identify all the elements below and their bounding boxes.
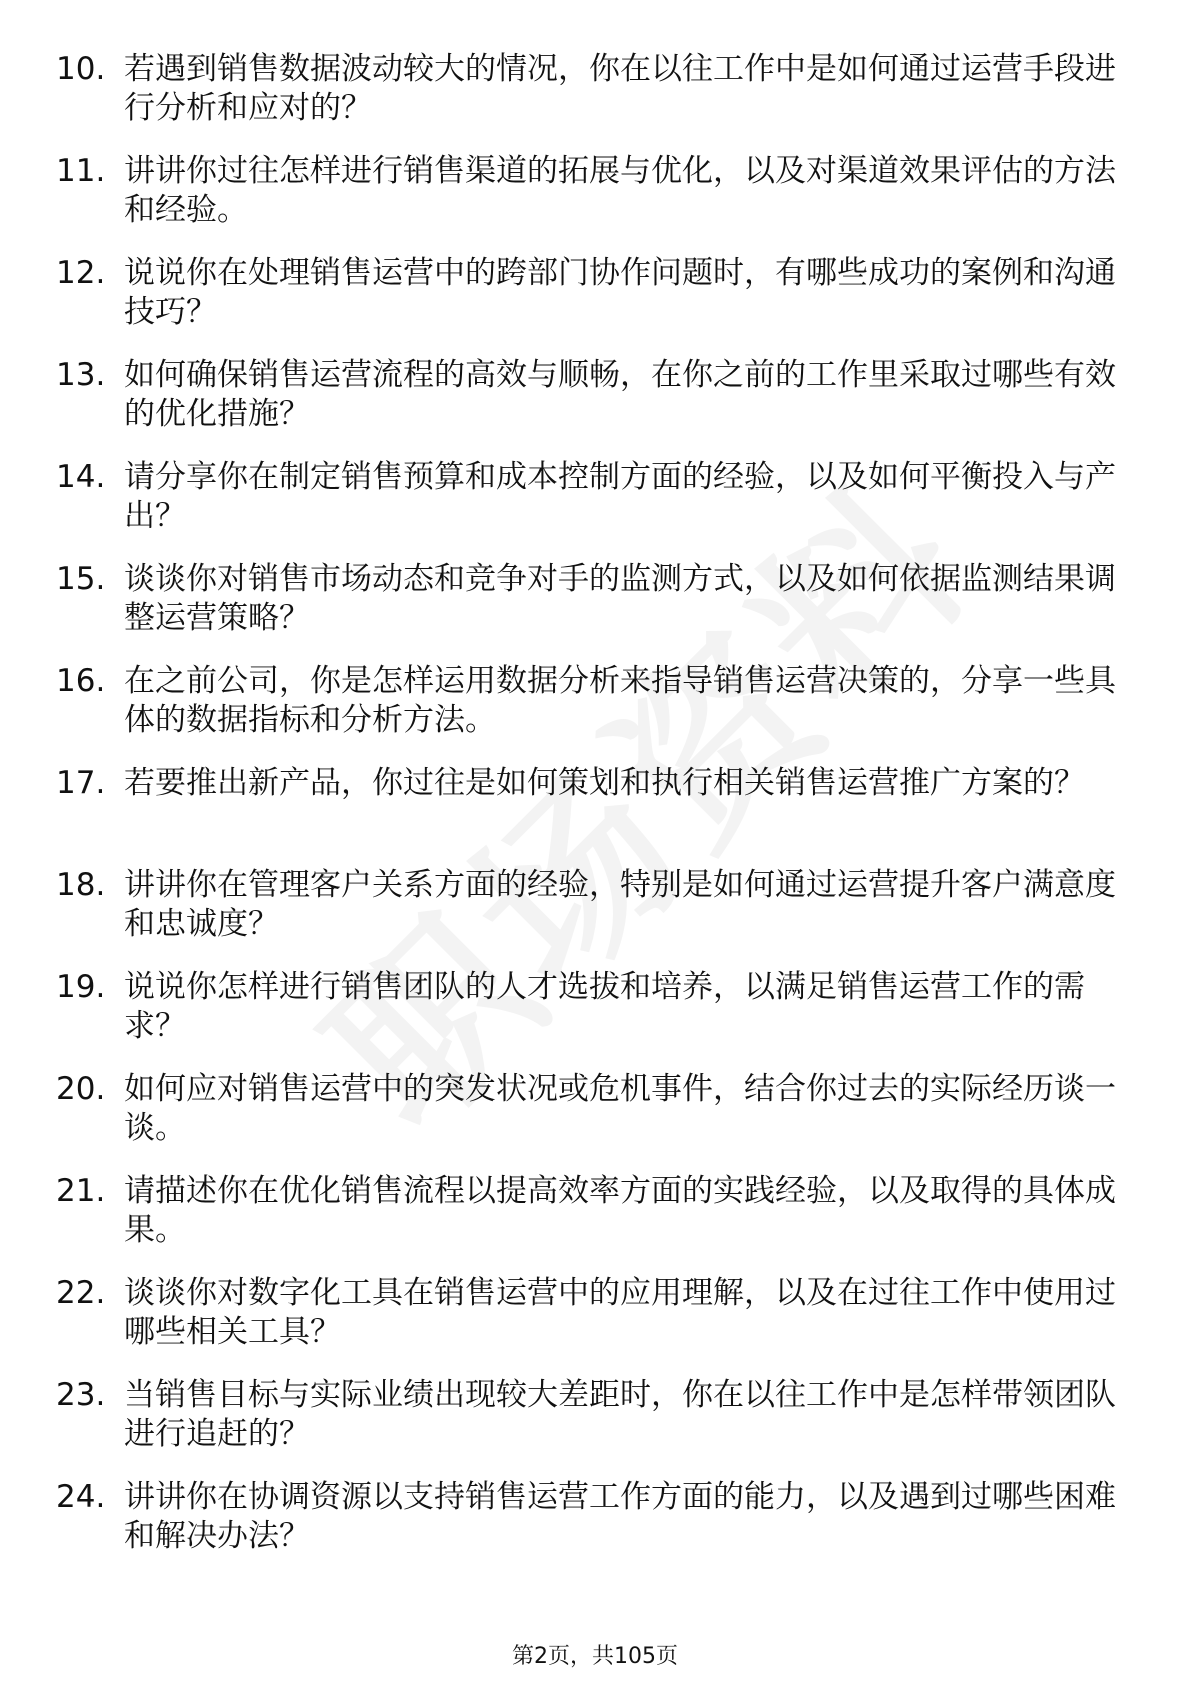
list-item (56, 662, 1116, 764)
question-number: 24. (56, 1479, 106, 1515)
list-item (56, 50, 1116, 152)
list-item (56, 1478, 1116, 1580)
question-text: 如何应对销售运营中的突发状况或危机事件，结合你过去的实际经历谈一谈。 (124, 1071, 1116, 1146)
question-text: 请分享你在制定销售预算和成本控制方面的经验，以及如何平衡投入与产出？ (124, 459, 1116, 534)
question-number: 14. (56, 459, 106, 495)
question-number: 10. (56, 51, 106, 87)
list-item (56, 356, 1116, 458)
list-item (56, 560, 1116, 662)
question-text: 说说你怎样进行销售团队的人才选拔和培养，以满足销售运营工作的需求？ (124, 969, 1085, 1044)
question-text: 请描述你在优化销售流程以提高效率方面的实践经验，以及取得的具体成果。 (124, 1173, 1116, 1248)
page-footer: 第2页，共105页 (512, 1644, 678, 1669)
question-number: 23. (56, 1377, 106, 1413)
question-number: 17. (56, 765, 106, 801)
question-text: 当销售目标与实际业绩出现较大差距时，你在以往工作中是怎样带领团队进行追赶的？ (124, 1377, 1116, 1452)
question-number: 20. (56, 1071, 106, 1107)
question-list (56, 50, 1116, 1580)
question-number: 11. (56, 153, 106, 189)
question-text: 讲讲你在协调资源以支持销售运营工作方面的能力，以及遇到过哪些困难和解决办法？ (124, 1479, 1116, 1554)
question-text: 说说你在处理销售运营中的跨部门协作问题时，有哪些成功的案例和沟通技巧？ (124, 255, 1116, 330)
list-item (56, 458, 1116, 560)
list-item (56, 1274, 1116, 1376)
question-number: 15. (56, 561, 106, 597)
question-number: 16. (56, 663, 106, 699)
question-number: 19. (56, 969, 106, 1005)
question-text: 若要推出新产品，你过往是如何策划和执行相关销售运营推广方案的？ (124, 765, 1085, 801)
question-text: 讲讲你在管理客户关系方面的经验，特别是如何通过运营提升客户满意度和忠诚度？ (124, 867, 1116, 942)
question-number: 22. (56, 1275, 106, 1311)
question-number: 18. (56, 867, 106, 903)
list-item (56, 1172, 1116, 1274)
question-text: 如何确保销售运营流程的高效与顺畅，在你之前的工作里采取过哪些有效的优化措施？ (124, 357, 1116, 432)
list-item (56, 866, 1116, 968)
list-item (56, 968, 1116, 1070)
question-text: 若遇到销售数据波动较大的情况，你在以往工作中是如何通过运营手段进行分析和应对的？ (124, 51, 1116, 126)
question-text: 谈谈你对数字化工具在销售运营中的应用理解，以及在过往工作中使用过哪些相关工具？ (124, 1275, 1116, 1350)
list-item (56, 1070, 1116, 1172)
question-text: 谈谈你对销售市场动态和竞争对手的监测方式，以及如何依据监测结果调整运营策略？ (124, 561, 1116, 636)
list-item (56, 764, 1116, 866)
list-item (56, 254, 1116, 356)
list-item (56, 1376, 1116, 1478)
question-number: 12. (56, 255, 106, 291)
question-text: 在之前公司，你是怎样运用数据分析来指导销售运营决策的，分享一些具体的数据指标和分析方法。 (124, 663, 1116, 738)
question-number: 21. (56, 1173, 106, 1209)
question-number: 13. (56, 357, 106, 393)
list-item (56, 152, 1116, 254)
question-text: 讲讲你过往怎样进行销售渠道的拓展与优化，以及对渠道效果评估的方法和经验。 (124, 153, 1116, 228)
